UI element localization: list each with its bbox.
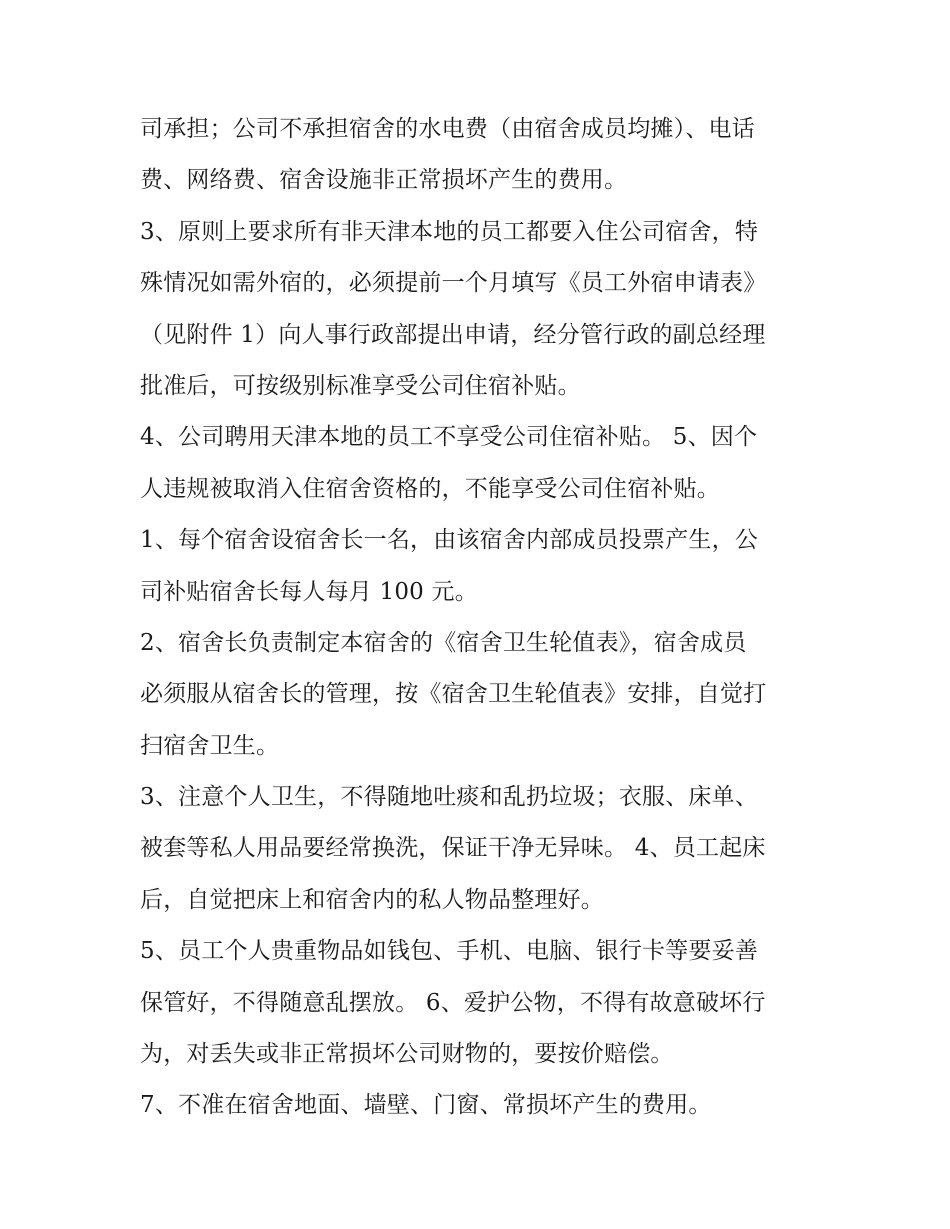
text-line: 3、原则上要求所有非天津本地的员工都要入住公司宿舍，特 (140, 218, 759, 245)
text-line: 4、公司聘用天津本地的员工不享受公司住宿补贴。 5、因个 (140, 424, 758, 451)
text-line: 1、每个宿舍设宿舍长一名，由该宿舍内部成员投票产生，公 (140, 527, 759, 554)
text-line: 3、注意个人卫生，不得随地吐痰和乱扔垃圾；衣服、床单、 (140, 784, 759, 811)
text-line: 人违规被取消入住宿舍资格的，不能享受公司住宿补贴。 (140, 475, 720, 502)
paragraph-rule-1-dorm-head (140, 515, 820, 618)
text-line: 为，对丢失或非正常损坏公司财物的，要按价赔偿。 (140, 1041, 674, 1068)
text-line: 5、员工个人贵重物品如钱包、手机、电脑、银行卡等要妥善 (140, 938, 759, 965)
text-line: 必须服从宿舍长的管理，按《宿舍卫生轮值表》安排，自觉打 (140, 681, 767, 708)
text-line: 司承担；公司不承担宿舍的水电费（由宿舍成员均摊）、电话 (140, 116, 755, 142)
text-line: （见附件 1）向人事行政部提出申请，经分管行政的副总经理 (140, 321, 766, 348)
text-line: 殊情况如需外宿的，必须提前一个月填写《员工外宿申请表》 (140, 270, 767, 297)
paragraph-rule-2-cleaning-roster (140, 618, 820, 772)
text-line: 批准后，可按级别标准享受公司住宿补贴。 (140, 372, 581, 399)
paragraph-rule-4-5-subsidy (140, 412, 820, 515)
paragraph-rule-7-walls (140, 1080, 820, 1131)
text-line: 后，自觉把床上和宿舍内的私人物品整理好。 (140, 886, 604, 913)
paragraph-rule-3-4-hygiene (140, 772, 820, 926)
text-line: 司补贴宿舍长每人每月 100 元。 (140, 578, 478, 605)
text-line: 费、网络费、宿舍设施非正常损坏产生的费用。 (140, 167, 628, 194)
paragraph-rule-3-residence (140, 207, 820, 413)
text-line: 7、不准在宿舍地面、墙壁、门窗、常损坏产生的费用。 (140, 1092, 712, 1119)
text-line: 扫宿舍卫生。 (140, 732, 280, 759)
text-line: 2、宿舍长负责制定本宿舍的《宿舍卫生轮值表》，宿舍成员 (140, 629, 747, 656)
document-body (140, 104, 820, 1132)
paragraph-cost-responsibility (140, 104, 820, 207)
text-line: 保管好，不得随意乱摆放。 6、爱护公物，不得有故意破坏行 (140, 989, 766, 1016)
paragraph-rule-5-6-property (140, 926, 820, 1080)
text-line: 被套等私人用品要经常换洗，保证干净无异味。 4、员工起床 (140, 835, 766, 862)
